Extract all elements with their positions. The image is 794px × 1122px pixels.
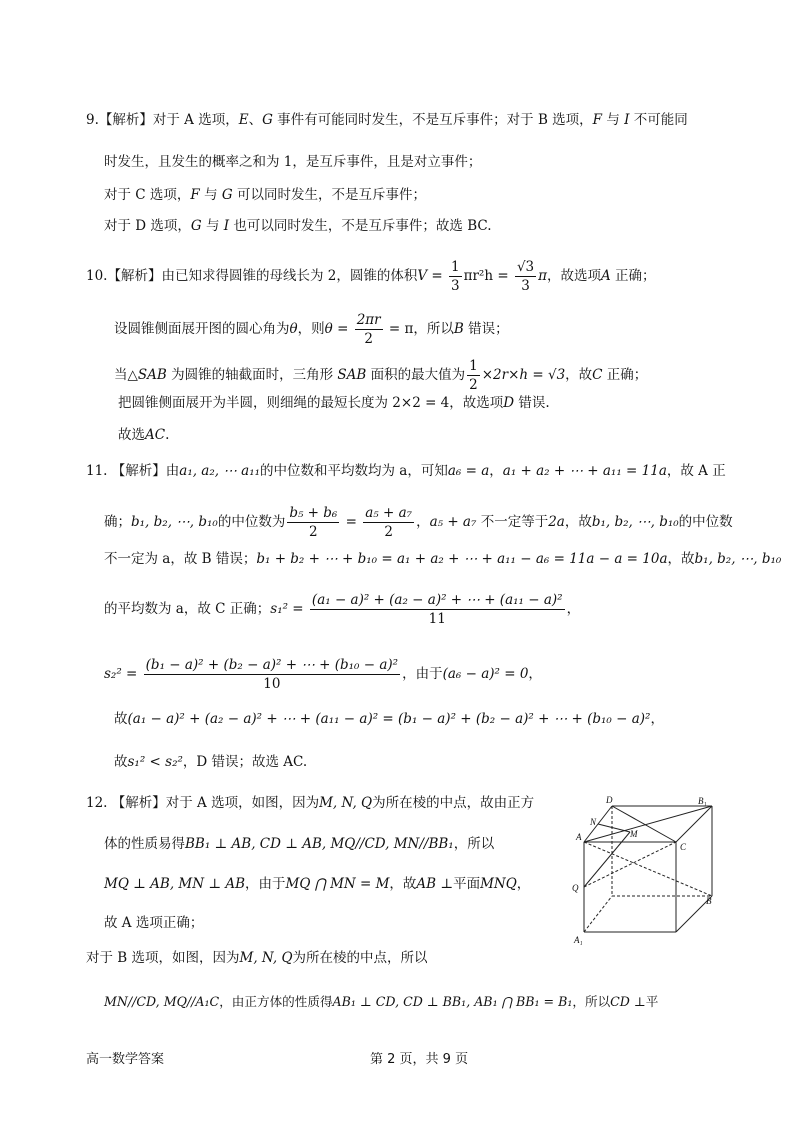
footer-page-number: 第 2 页，共 9 页 [370, 1052, 469, 1067]
cube-figure [566, 792, 726, 947]
p9-line3: 对于 C 选项，F 与 G 可以同时发生，不是互斥事件； [104, 187, 426, 203]
p11-line4: 的平均数为 a，故 C 正确；s₁² = $\frac{\text{(a₁ − a)² + (a₂ − a)² + ⋯ + (a₁₁ − a)²}}{11}$ ， [104, 592, 581, 628]
label-C: C [680, 842, 687, 852]
p11-line7: 故s₁² < s₂²，D 错误；故选 AC. [114, 754, 308, 770]
p12-line3: MQ ⊥ AB, MN ⊥ AB，由于MQ ⋂ MN = M，故AB ⊥平面MNQ， [104, 876, 531, 892]
p10-line3: 当△SAB 为圆锥的轴截面时，三角形 SAB 面积的最大值为 $\frac{1}{2}$ ×2r×h = √3，故C 正确； [114, 358, 648, 394]
p11-line5: s₂² = $\frac{\text{(b₁ − a)² + (b₂ − a)² + ⋯ + (b₁₀ − a)²}}{10}$ ，由于(a₆ − a)² = 0， [104, 657, 542, 693]
fraction-b5-b6: $\frac{\text{b₅ + b₆}}{2}$ [289, 505, 338, 541]
p12-line2: 体的性质易得BB₁ ⊥ AB, CD ⊥ AB, MQ//CD, MN//BB₁，所以 [104, 836, 495, 852]
p10-line5: 故选AC. [118, 427, 170, 443]
label-B: B [706, 896, 712, 906]
p12-line1: 12. 【解析】对于 A 选项，如图，因为M, N, Q为所在棱的中点，故由正方 [86, 795, 535, 811]
p11-line1: 11. 【解析】由a₁, a₂, ⋯ a₁₁的中位数和平均数均为 a，可知a₆ = a，a₁ + a₂ + ⋯ + a₁₁ = 11a，故 A 正 [86, 463, 726, 479]
fraction-sqrt3-over-3: $\frac{√3}{3}$ [516, 259, 535, 295]
p10-line4: 把圆锥侧面展开为半圆，则细绳的最短长度为 2×2 = 4，故选项D 错误. [118, 395, 550, 411]
p10-line1: 10.【解析】由已知求得圆锥的母线长为 2，圆锥的体积V = $\frac{1}{3}$ πr²h = $\frac{√3}{3}$ π，故选项A 正确； [86, 259, 656, 295]
label-A: A [576, 832, 582, 842]
footer-left: 高一数学答案 [86, 1052, 165, 1067]
fraction-one-half: $\frac{1}{2}$ [469, 358, 478, 394]
label-D: D [606, 795, 613, 805]
label-N: N [590, 817, 597, 827]
fraction-one-third: $\frac{1}{3}$ [451, 259, 460, 295]
p12-line4: 故 A 选项正确； [104, 915, 204, 931]
p12-line6: MN//CD, MQ//A₁C，由正方体的性质得AB₁ ⊥ CD, CD ⊥ BB₁, AB₁ ⋂ BB₁ = B₁，所以CD ⊥平 [104, 994, 659, 1009]
label-A1: A₁ [574, 935, 583, 945]
fraction-a5-a7: $\frac{\text{a₅ + a₇}}{2}$ [365, 505, 413, 541]
p9-line1: 9.【解析】对于 A 选项，E、G 事件有可能同时发生，不是互斥事件；对于 B 选项，F 与 I 不可能同 [86, 112, 688, 128]
fraction-s1-squared: $\frac{\text{(a₁ − a)² + (a₂ − a)² + ⋯ + (a₁₁ − a)²}}{11}$ [311, 592, 563, 628]
p9-line2: 时发生，且发生的概率之和为 1，是互斥事件，且是对立事件； [104, 154, 482, 170]
p11-line2: 确；b₁, b₂, ⋯, b₁₀的中位数为 $\frac{\text{b₅ + b₆}}{2}$ = $\frac{\text{a₅ + a₇}}{2}$ ，a₅ + a₇ 不一定等于2a，故b₁, b₂, ⋯, b₁₀的中位数 [104, 505, 733, 541]
fraction-s2-squared: $\frac{\text{(b₁ − a)² + (b₂ − a)² + ⋯ + (b₁₀ − a)²}}{10}$ [145, 657, 399, 693]
p11-line3: 不一定为 a，故 B 错误；b₁ + b₂ + ⋯ + b₁₀ = a₁ + a₂ + ⋯ + a₁₁ − a₆ = 11a − a = 10a，故b₁, b₂, ⋯, b₁₀ [104, 551, 782, 567]
p11-line6: 故(a₁ − a)² + (a₂ − a)² + ⋯ + (a₁₁ − a)² = (b₁ − a)² + (b₂ − a)² + ⋯ + (b₁₀ − a)²， [114, 711, 664, 727]
label-M: M [630, 829, 638, 839]
fraction-2pir-over-2: $\frac{2\pi r}{2}$ [356, 312, 381, 348]
label-B1: B₁ [698, 796, 707, 806]
p9-line4: 对于 D 选项，G 与 I 也可以同时发生，不是互斥事件；故选 BC. [104, 218, 492, 234]
p12-line5: 对于 B 选项，如图，因为M, N, Q为所在棱的中点，所以 [86, 950, 428, 966]
label-Q: Q [572, 883, 579, 893]
p10-line2: 设圆锥侧面展开图的圆心角为θ，则θ = $\frac{2\pi r}{2}$ = π，所以B 错误； [114, 312, 509, 348]
